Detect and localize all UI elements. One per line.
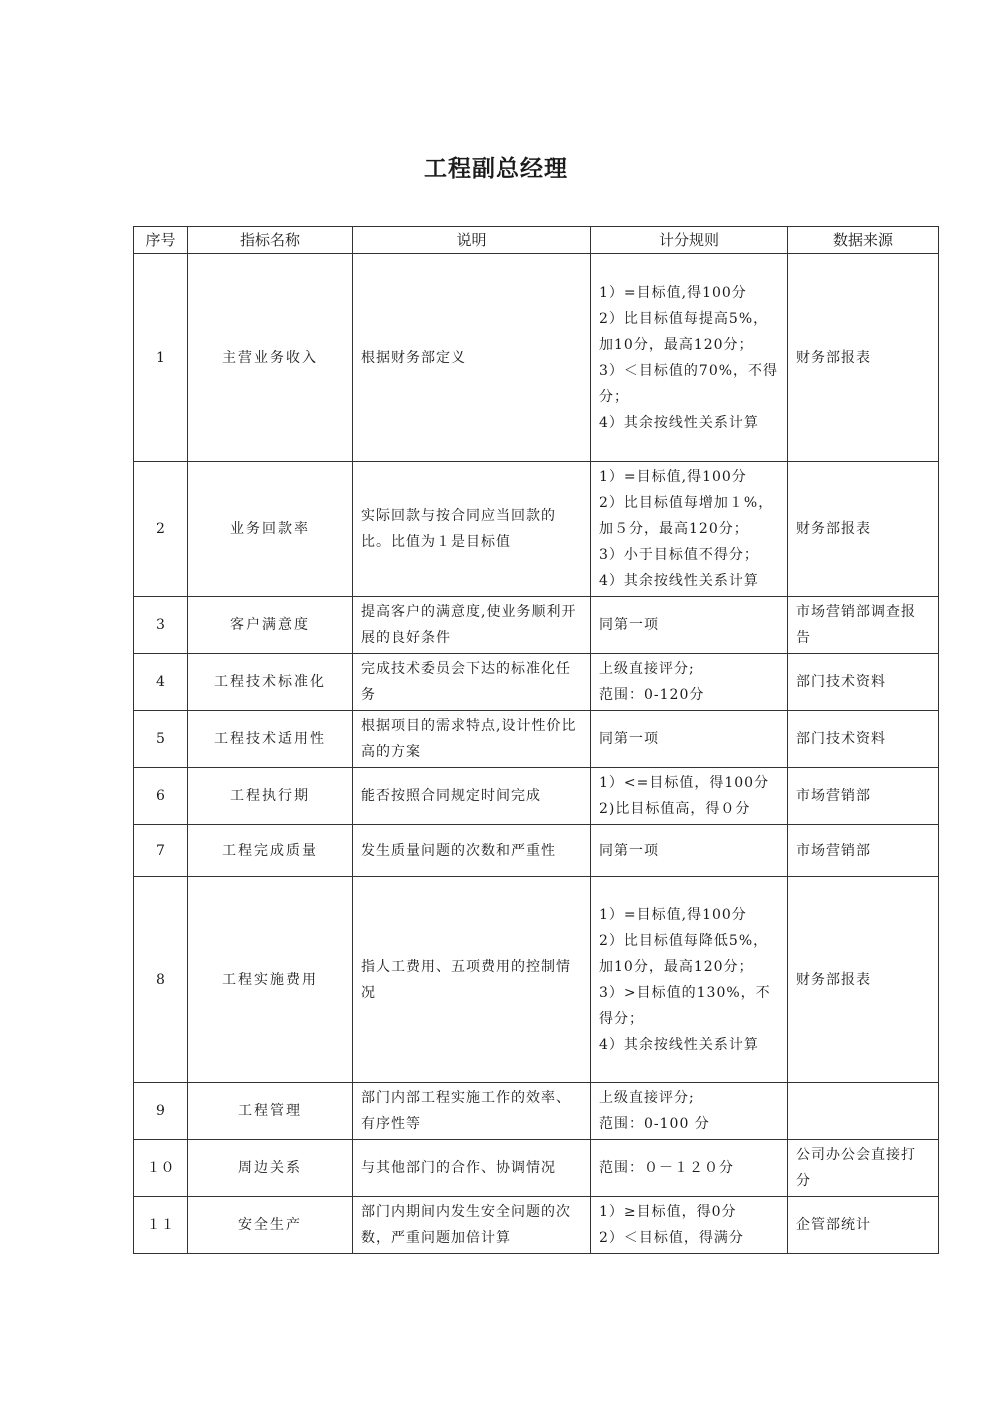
table-row <box>134 1140 939 1197</box>
table-row <box>134 462 939 597</box>
row-desc: 实际回款与按合同应当回款的比。比值为１是目标值 <box>353 462 591 597</box>
row-source: 财务部报表 <box>788 254 939 462</box>
table-row <box>134 1083 939 1140</box>
row-source: 企管部统计 <box>788 1197 939 1254</box>
row-desc: 提高客户的满意度,使业务顺利开展的良好条件 <box>353 597 591 654</box>
rule-line: 同第一项 <box>599 617 659 633</box>
row-num: １０ <box>134 1140 188 1197</box>
row-num: １１ <box>134 1197 188 1254</box>
row-source: 财务部报表 <box>788 462 939 597</box>
row-source: 市场营销部 <box>788 768 939 825</box>
rule-line: 同第一项 <box>599 731 659 747</box>
row-source: 财务部报表 <box>788 877 939 1083</box>
rule-line: 3）＜目标值的70%，不得分； <box>599 362 779 405</box>
rule-line: 上级直接评分; <box>599 1090 695 1106</box>
row-name: 主营业务收入 <box>188 254 353 462</box>
rule-line: 2）＜目标值，得满分 <box>599 1230 744 1246</box>
rule-line: 范围：0-100 分 <box>599 1116 710 1132</box>
row-desc: 与其他部门的合作、协调情况 <box>353 1140 591 1197</box>
row-name: 工程执行期 <box>188 768 353 825</box>
rule-line: 2)比目标值高，得０分 <box>599 801 751 817</box>
row-num: 8 <box>134 877 188 1083</box>
row-name: 业务回款率 <box>188 462 353 597</box>
row-rule <box>591 768 788 825</box>
rule-line: 1）≥目标值，得0分 <box>599 1204 737 1220</box>
row-desc: 指人工费用、五项费用的控制情况 <box>353 877 591 1083</box>
rule-line: 1）<=目标值，得100分 <box>599 775 770 791</box>
kpi-table <box>133 226 939 1254</box>
row-name: 客户满意度 <box>188 597 353 654</box>
row-desc: 部门内部工程实施工作的效率、有序性等 <box>353 1083 591 1140</box>
rule-line: 范围：０－１２０分 <box>599 1160 734 1176</box>
header-rule: 计分规则 <box>591 227 788 254</box>
table-row <box>134 877 939 1083</box>
row-desc: 能否按照合同规定时间完成 <box>353 768 591 825</box>
rule-line: 1）=目标值,得100分 <box>599 284 747 301</box>
row-source <box>788 1083 939 1140</box>
row-source: 市场营销部调查报告 <box>788 597 939 654</box>
row-rule <box>591 1140 788 1197</box>
header-name: 指标名称 <box>188 227 353 254</box>
rule-line: 2）比目标值每增加１%，加５分，最高120分； <box>599 495 774 537</box>
row-num: 9 <box>134 1083 188 1140</box>
row-desc: 根据项目的需求特点,设计性价比高的方案 <box>353 711 591 768</box>
row-num: 7 <box>134 825 188 877</box>
row-rule <box>591 711 788 768</box>
row-name: 工程完成质量 <box>188 825 353 877</box>
row-num: 3 <box>134 597 188 654</box>
row-rule <box>591 1197 788 1254</box>
row-name: 周边关系 <box>188 1140 353 1197</box>
row-num: 1 <box>134 254 188 462</box>
rule-line: 2）比目标值每提高5%，加10分，最高120分； <box>599 310 769 353</box>
table-row <box>134 254 939 462</box>
row-rule <box>591 1083 788 1140</box>
table-row <box>134 825 939 877</box>
rule-line: 范围：0-120分 <box>599 687 705 703</box>
header-source: 数据来源 <box>788 227 939 254</box>
row-desc: 根据财务部定义 <box>353 254 591 462</box>
header-num: 序号 <box>134 227 188 254</box>
row-rule <box>591 462 788 597</box>
row-desc: 部门内期间内发生安全问题的次数，严重问题加倍计算 <box>353 1197 591 1254</box>
row-rule <box>591 254 788 462</box>
rule-line: 3）>目标值的130%，不得分； <box>599 984 771 1027</box>
rule-line: 2）比目标值每降低5%，加10分，最高120分； <box>599 932 769 975</box>
row-rule <box>591 597 788 654</box>
table-row <box>134 654 939 711</box>
row-num: 4 <box>134 654 188 711</box>
row-name: 工程技术适用性 <box>188 711 353 768</box>
row-source: 市场营销部 <box>788 825 939 877</box>
row-source: 公司办公会直接打分 <box>788 1140 939 1197</box>
header-desc: 说明 <box>353 227 591 254</box>
row-desc: 完成技术委员会下达的标准化任务 <box>353 654 591 711</box>
row-name: 工程管理 <box>188 1083 353 1140</box>
row-rule <box>591 877 788 1083</box>
rule-line: 1）=目标值,得100分 <box>599 906 747 923</box>
row-name: 安全生产 <box>188 1197 353 1254</box>
rule-line: 上级直接评分; <box>599 661 695 677</box>
row-desc: 发生质量问题的次数和严重性 <box>353 825 591 877</box>
row-rule <box>591 654 788 711</box>
table-row <box>134 1197 939 1254</box>
table-header-row <box>134 227 939 254</box>
page-title: 工程副总经理 <box>424 156 568 182</box>
row-num: 5 <box>134 711 188 768</box>
rule-line: 1）=目标值,得100分 <box>599 469 747 485</box>
row-source: 部门技术资料 <box>788 654 939 711</box>
table-row <box>134 597 939 654</box>
rule-line: 同第一项 <box>599 842 659 859</box>
table-row <box>134 711 939 768</box>
table-row <box>134 768 939 825</box>
row-num: 6 <box>134 768 188 825</box>
row-rule <box>591 825 788 877</box>
rule-line: 4）其余按线性关系计算 <box>599 573 759 589</box>
row-name: 工程实施费用 <box>188 877 353 1083</box>
rule-line: 4）其余按线性关系计算 <box>599 414 759 431</box>
rule-line: 4）其余按线性关系计算 <box>599 1036 759 1053</box>
row-source: 部门技术资料 <box>788 711 939 768</box>
rule-line: 3）小于目标值不得分； <box>599 547 759 563</box>
row-num: 2 <box>134 462 188 597</box>
row-name: 工程技术标准化 <box>188 654 353 711</box>
